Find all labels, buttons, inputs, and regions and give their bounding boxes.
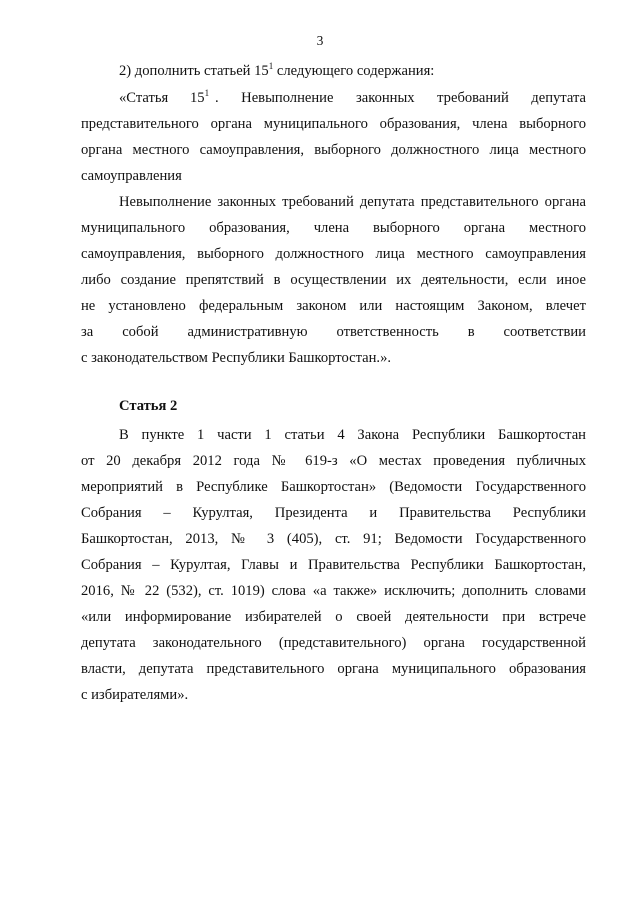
body-line: Башкортостан, 2013, № 3 (405), ст. 91; Ведомости Государственного xyxy=(81,531,586,547)
body-line: Собрания – Курултая, Президента и Правительства Республики xyxy=(81,505,586,521)
page-number: 3 xyxy=(316,33,324,48)
body-line: Невыполнение законных требований депутата представительного органа xyxy=(119,194,586,210)
body-line: муниципального образования, члена выборного органа местного xyxy=(81,220,586,236)
article-2-body xyxy=(81,422,586,708)
body-line: либо создание препятствий в осуществлении их деятельности, если иное xyxy=(81,272,586,288)
article-title-line-4: самоуправления xyxy=(81,168,182,184)
body-line: «или информирование избирателей о своей деятельности при встрече xyxy=(81,609,586,625)
body-line: депутата законодательного (представительного) органа государственной xyxy=(81,635,586,651)
article-title-line-3: органа местного самоуправления, выборного должностного лица местного xyxy=(81,142,586,158)
article-15-1-title xyxy=(81,85,586,189)
body-line: власти, депутата представительного органа муниципального образования xyxy=(81,661,586,677)
body-line: 2016, № 22 (532), ст. 1019) слова «а также» исключить; дополнить словами xyxy=(81,583,586,599)
amendment-intro xyxy=(119,58,586,84)
article-title-line-1: «Статья $15^1$ . Невыполнение законных требований депутата xyxy=(119,88,586,106)
body-line: от 20 декабря 2012 года № 619-з «О местах проведения публичных xyxy=(81,453,586,469)
article-2-heading: Статья 2 xyxy=(119,398,178,414)
body-line: В пункте 1 части 1 статьи 4 Закона Республики Башкортостан xyxy=(119,427,586,443)
body-line: не установлено федеральным законом или настоящим Законом, влечет xyxy=(81,298,586,314)
amendment-intro-line: 2) дополнить статьей $15^1$ следующего содержания: xyxy=(119,61,435,79)
article-15-1-body xyxy=(81,189,586,371)
body-line: с избирателями». xyxy=(81,687,189,703)
body-line: за собой административную ответственность в соответствии xyxy=(81,324,586,340)
body-line: Собрания – Курултая, Главы и Правительства Республики Башкортостан, xyxy=(81,557,586,573)
body-line: самоуправления, выборного должностного лица местного самоуправления xyxy=(81,246,586,262)
article-title-line-2: представительного органа муниципального образования, члена выборного xyxy=(81,116,586,132)
body-line: мероприятий в Республике Башкортостан» (Ведомости Государственного xyxy=(81,479,586,495)
body-line: с законодательством Республики Башкортостан.». xyxy=(81,350,392,366)
